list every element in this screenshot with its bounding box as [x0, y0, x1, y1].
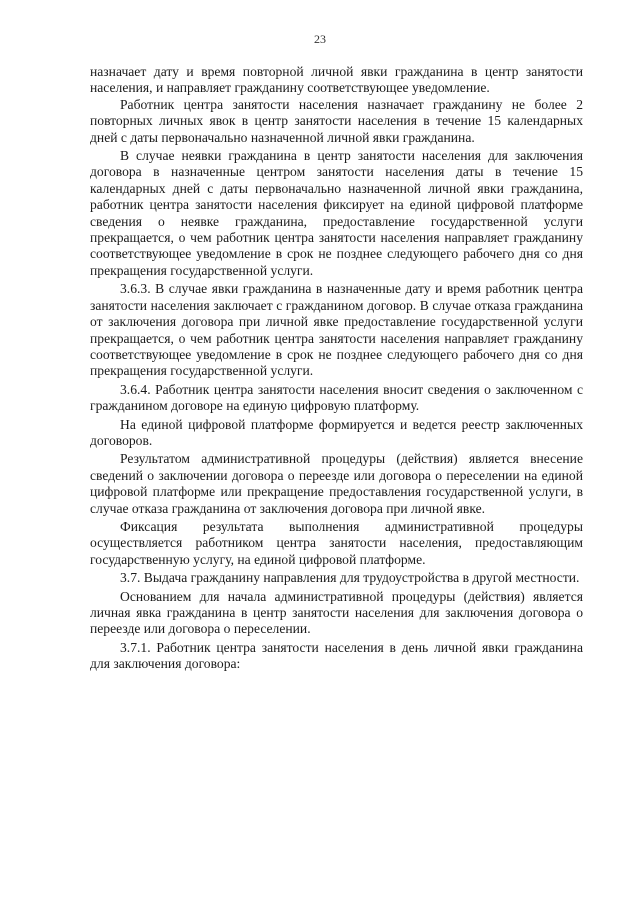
paragraph: На единой цифровой платформе формируется и ведется реестр заключенных договоров. — [90, 416, 583, 448]
paragraph: Результатом административной процедуры (действия) является внесение сведений о заключении договора о переезде или договора о переселении на единой цифровой платформе или прекращение предоставления государственной услуги, в случае отказа гражданина от заключения договора при личной явке. — [90, 451, 583, 516]
paragraph: 3.6.4. Работник центра занятости населения вносит сведения о заключенном с гражданином договоре на единую цифровую платформу. — [90, 381, 583, 414]
paragraph: 3.6.3. В случае явки гражданина в назначенные дату и время работник центра занятости населения заключает с гражданином договор. В случае отказа гражданина от заключения договора при личной явке предоставление государственной услуги прекращается, о чем работник центра занятости населения направляет гражданину соответствующее уведомление в срок не позднее следующего рабочего дня со дня прекращения государственной услуги. — [90, 281, 583, 379]
paragraph: 3.7. Выдача гражданину направления для трудоустройства в другой местности. — [120, 570, 580, 586]
paragraph: Фиксация результата выполнения административной процедуры осуществляется работником центра занятости населения, предоставляющим государственную услугу, на единой цифровой платформе. — [90, 518, 583, 567]
paragraph: В случае неявки гражданина в центр занятости населения для заключения договора в назначенные центром занятости населения даты в течение 15 календарных дней с даты первоначально назначенной личной явки гражданина, работник центра занятости населения фиксирует на единой цифровой платформе сведения о неявке гражданина, предоставление государственной услуги прекращается, о чем работник центра занятости населения направляет гражданину соответствующее уведомление в срок не позднее следующего рабочего дня со дня прекращения государственной услуги. — [90, 148, 583, 278]
page-number: 23 — [314, 32, 326, 46]
paragraph: Работник центра занятости населения назначает гражданину не более 2 повторных личных явок в центр занятости населения в течение 15 календарных дней с даты первоначально назначенной личной явки гражданина. — [90, 96, 583, 145]
paragraph: 3.7.1. Работник центра занятости населения в день личной явки гражданина для заключения договора: — [90, 639, 583, 672]
paragraph: назначает дату и время повторной личной явки гражданина в центр занятости населения, и направляет гражданину соответствующее уведомление. — [90, 64, 583, 96]
paragraph: Основанием для начала административной процедуры (действия) является личная явка гражданина в центр занятости населения для заключения договора о переезде или договора о переселении. — [90, 588, 583, 637]
document-body — [90, 64, 583, 673]
